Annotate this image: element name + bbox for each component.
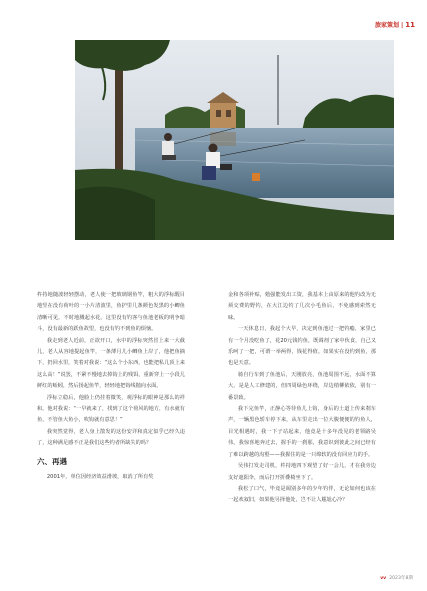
paragraph: 杵持地随波轻轻摆动，老人使一把玻璃钢鱼竿，粗大的浮标醒目地竖在没有荷叶的一小片清波里，鱼护里几条颜色发黑的小鲫鱼清晰可见，不时地溅起水花。这里没有钓客与鱼池老板的明争暗斗，没有最新的跃鱼故望，也没有钓不到鱼的烦恼。: [37, 292, 185, 333]
paragraph: 2001年，单位因经济效益滑坡，取消了所有奖: [46, 473, 154, 480]
magazine-logo: vv: [380, 576, 387, 581]
paragraph: 一天休息日，我起个大早，决定到鱼池过一把钓瘾，家里已有一个月没吃鱼了，花20元钱钓鱼，既调剂了家中伙食，自己又乐呵了一把，可谓一举两得，钱花得值。如果实在没钓到鱼，那也是天意。: [228, 326, 376, 367]
paragraph: 浮标立稳后，他脸上仍挂着微笑，观浮标的眼神是那么的祥和。他对我说：“一早就来了，找到了这个荷风的地方，有水就有鱼，不管鱼大鱼小，吹钩就有意思！”: [37, 394, 185, 424]
bucket: [252, 173, 260, 181]
paragraph: 骑自行车到了鱼池后，天刚放亮，鱼池周围不远，水面不算大，是是人工修建的，但四周绿色环绕，岸边梢柳依依，别有一番景致。: [228, 371, 376, 401]
paragraph: 金和各项补贴，勉强能发出工资，我基本上由原来的他钓改为无须交费的野钓，在大江边钓了几次小毛鱼后，不免感到索然无味。: [228, 292, 376, 321]
page-footer: [380, 575, 413, 581]
paragraph: 我松了口气，毕竟是阔别多年的少年钓伴，无论如何也该在一起欢叙旧，如果他另择他处，岂不让人尴尬心冷？: [228, 485, 376, 504]
page-number: 11: [405, 21, 415, 29]
article-photo: [75, 40, 394, 240]
left-column: [37, 290, 185, 483]
paragraph: 我突然觉得，老人身上散发的这份安详和真定似乎已经久违了，这种满足感不正是我们这些钓者所缺失的吗？: [37, 428, 185, 447]
far-house: [210, 102, 236, 130]
paragraph: 我下完鱼竿，正静心等待鱼儿上钩，身后的土道上传来刹车声，一辆黑色轿车停下来，从车里走出一位大腹便便的钓鱼人，目光相遇时，我一下子站起来，他竟是十多年没见的老领路吴伟。我惊喜地奔过去，握手的一刹那，我意识到彼此之间已经有了难以跨越的沟壑——我握住的是一只绵软的没有回应力的手。: [228, 406, 376, 458]
section-title: 旅家策划: [375, 22, 400, 29]
paragraph: 吴伟打发走司机，杵持地四下观望了好一会儿，才在我旁边支好遮阳伞，而后打开折叠椅坐下了。: [228, 463, 376, 481]
right-column: [228, 290, 376, 507]
issue-label: 2023年8期: [389, 576, 413, 581]
paragraph: 我走到老人近前，正欲开口，水中的浮标突然冒上来一大截儿，老人从容地提起鱼竿，一条薄月儿小鲫鱼上岸了，他把鱼摘下，扔回水里，笑着对我说：“这么个小东西，也能把私儿顶上来这么高！”说罢，不紧不慢地去掉钩上的残饵，重新穿上一小段儿鲜红的蚯蚓，然后扬起鱼竿，轻轻地把钩线抛向水面。: [37, 337, 185, 390]
header-divider: |: [401, 22, 404, 29]
section-heading: 六、再遇: [37, 456, 67, 466]
page-header: [375, 20, 415, 29]
tower: [277, 55, 279, 125]
